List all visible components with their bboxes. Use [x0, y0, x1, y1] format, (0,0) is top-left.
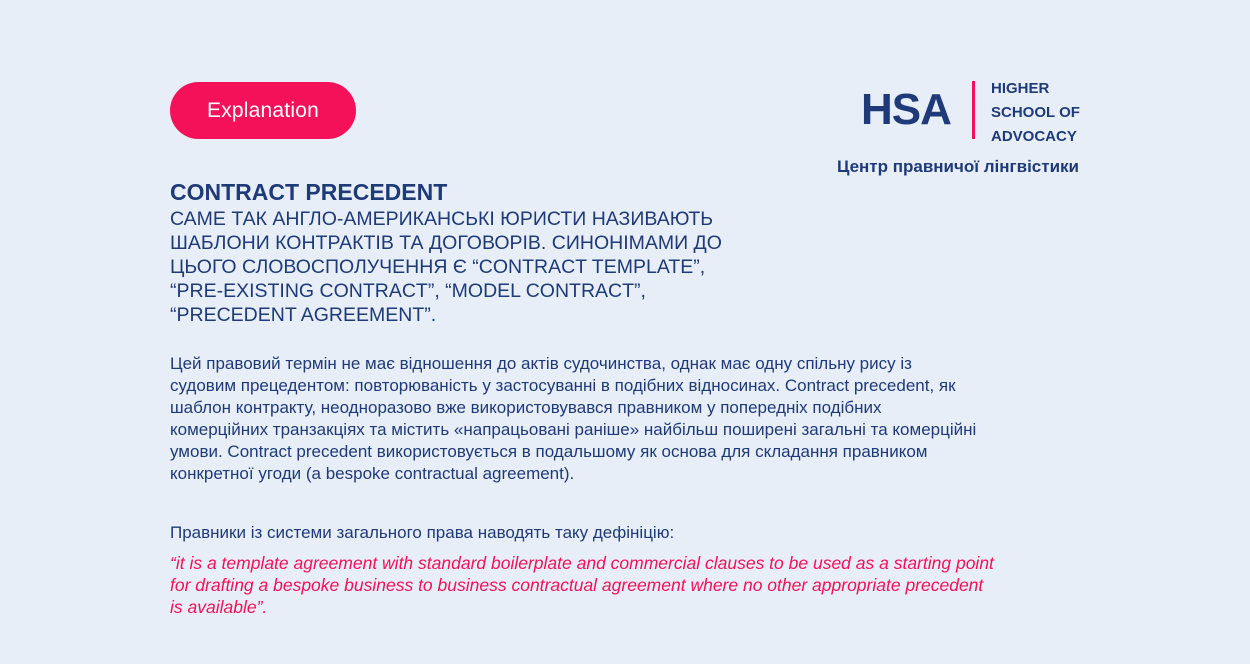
logo-abbreviation: HSA	[861, 85, 951, 134]
logo-wordmark	[991, 77, 1080, 149]
definition-quote: “it is a template agreement with standard boilerplate and commercial clauses to be used as a starting point for drafting a bespoke business to business contractual agreement where no other appropriate precedent is available”.	[170, 553, 994, 617]
logo-line-3: ADVOCACY	[991, 128, 1077, 145]
term-definition: САМЕ ТАК АНГЛО-АМЕРИКАНСЬКІ ЮРИСТИ НАЗИВАЮТЬ ШАБЛОНИ КОНТРАКТІВ ТА ДОГОВОРІВ. СИНОНІМАМИ ДО ЦЬОГО СЛОВОСПОЛУЧЕННЯ Є “CONTRACT TEMPLATE”, “PRE-EXISTING CONTRACT”, “MODEL CONTRACT”, “PRECEDENT AGREEMENT”.	[170, 208, 722, 326]
logo-line-1: HIGHER	[991, 80, 1050, 97]
center-name: Центр правничої лінгвістики	[836, 157, 1079, 176]
explanation-badge: Explanation	[170, 82, 356, 139]
term-title: CONTRACT PRECEDENT	[170, 179, 448, 205]
definition-intro: Правники із системи загального права наводять таку дефініцію:	[170, 523, 675, 542]
explanation-paragraph: Цей правовий термін не має відношення до актів судочинства, однак має одну спільну рису із судовим прецедентом: повторюваність у застосуванні в подібних відносинах. Contract precedent, як шаблон контракту, неодноразово вже використовувався правником у попередніх подібних комерційних транзакціях та містить «напрацьовані раніше» найбільш поширені загальні та комерційні умови. Contract precedent використовується в подальшому як основа для складання правником конкретної угоди (a bespoke contractual agreement).	[170, 354, 977, 483]
hsa-logo	[861, 77, 1081, 143]
logo-line-2: SCHOOL OF	[991, 104, 1080, 121]
logo-divider	[972, 81, 975, 139]
